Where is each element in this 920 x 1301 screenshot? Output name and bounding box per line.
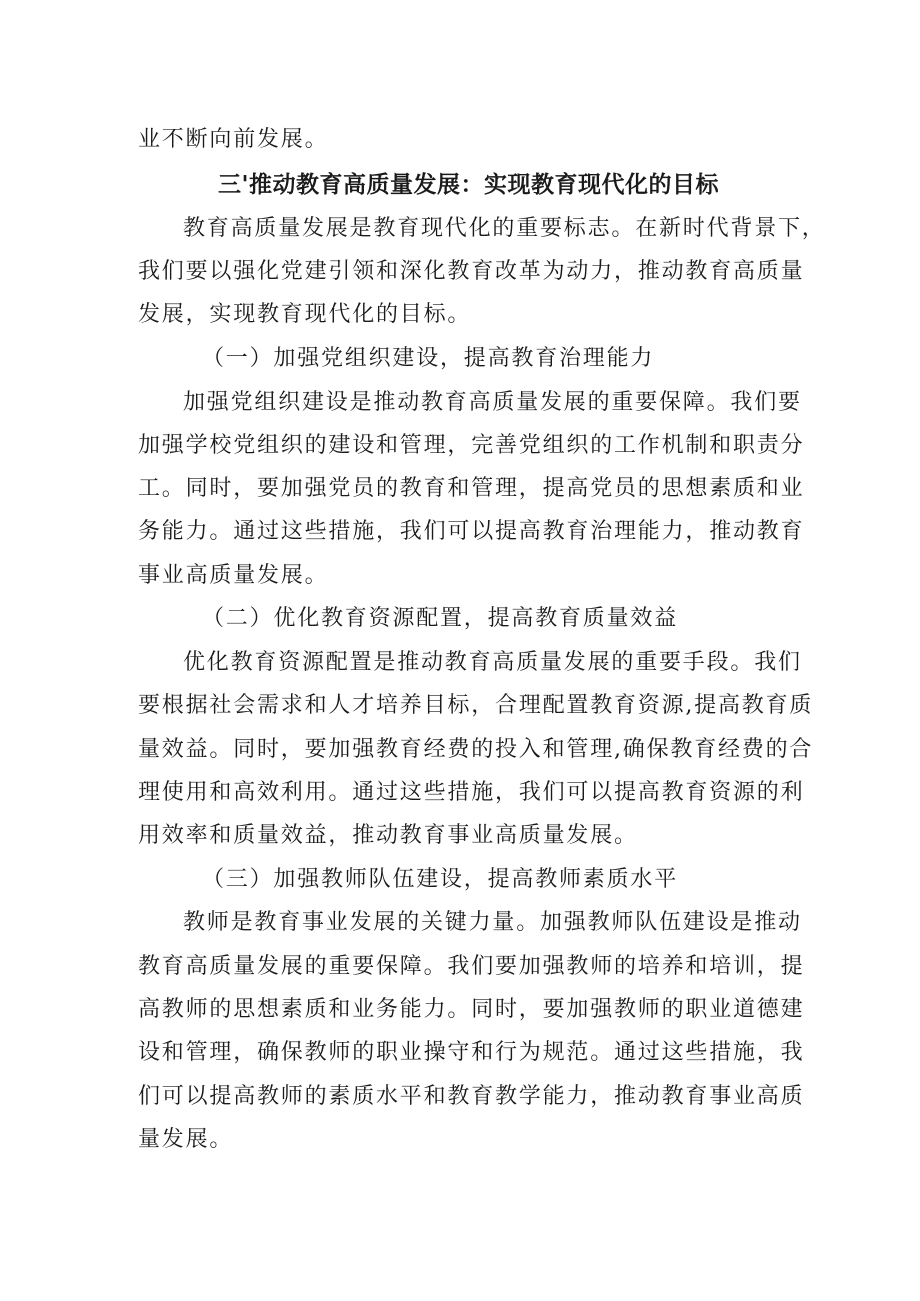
paragraph-line: 教育高质量发展是教育现代化的重要标志。在新时代背景下， <box>183 216 826 241</box>
paragraph-line: 设和管理，确保教师的职业操守和行为规范。通过这些措施，我 <box>138 1040 805 1065</box>
subheading-2: （二）优化教育资源配置，提高教育质量效益 <box>202 606 679 631</box>
subheading-3: （三）加强教师队伍建设，提高教师素质水平 <box>202 867 679 892</box>
subheading-1: （一）加强党组织建设，提高教育治理能力 <box>202 346 655 371</box>
paragraph-line: 用效率和质量效益，推动教育事业高质量发展。 <box>138 823 638 848</box>
paragraph-line: 理使用和高效利用。通过这些措施，我们可以提高教育资源的利 <box>138 780 805 805</box>
section-heading-3: 三'推动教育高质量发展：实现教育现代化的目标 <box>218 172 720 198</box>
paragraph-line: 我们要以强化党建引领和深化教育改革为动力，推动教育高质量 <box>138 259 805 284</box>
paragraph-line: 事业高质量发展。 <box>138 563 329 588</box>
paragraph-line: 教师是教育事业发展的关键力量。加强教师队伍建设是推动 <box>183 910 802 935</box>
paragraph-line: 优化教育资源配置是推动教育高质量发展的重要手段。我们 <box>183 650 802 675</box>
paragraph-line: 高教师的思想素质和业务能力。同时，要加强教师的职业道德建 <box>138 997 805 1022</box>
paragraph-line: 加强党组织建设是推动教育高质量发展的重要保障。我们要 <box>183 390 802 415</box>
paragraph-line: 量发展。 <box>138 1127 234 1152</box>
paragraph-line: 工。同时，要加强党员的教育和管理，提高党员的思想素质和业 <box>138 476 805 501</box>
paragraph-line: 教育高质量发展的重要保障。我们要加强教师的培养和培训，提 <box>138 954 805 979</box>
paragraph-line: 量效益。同时，要加强教育经费的投入和管理,确保教育经费的合 <box>138 737 814 762</box>
paragraph-line: 务能力。通过这些措施，我们可以提高教育治理能力，推动教育 <box>138 519 805 544</box>
paragraph-line: 要根据社会需求和人才培养目标，合理配置教育资源,提高教育质 <box>138 693 814 718</box>
paragraph-line: 发展，实现教育现代化的目标。 <box>138 302 472 327</box>
paragraph-line: 们可以提高教师的素质水平和教育教学能力，推动教育事业高质 <box>138 1084 805 1109</box>
paragraph-tail-line: 业不断向前发展。 <box>138 127 329 152</box>
paragraph-line: 加强学校党组织的建设和管理，完善党组织的工作机制和职责分 <box>138 433 805 458</box>
